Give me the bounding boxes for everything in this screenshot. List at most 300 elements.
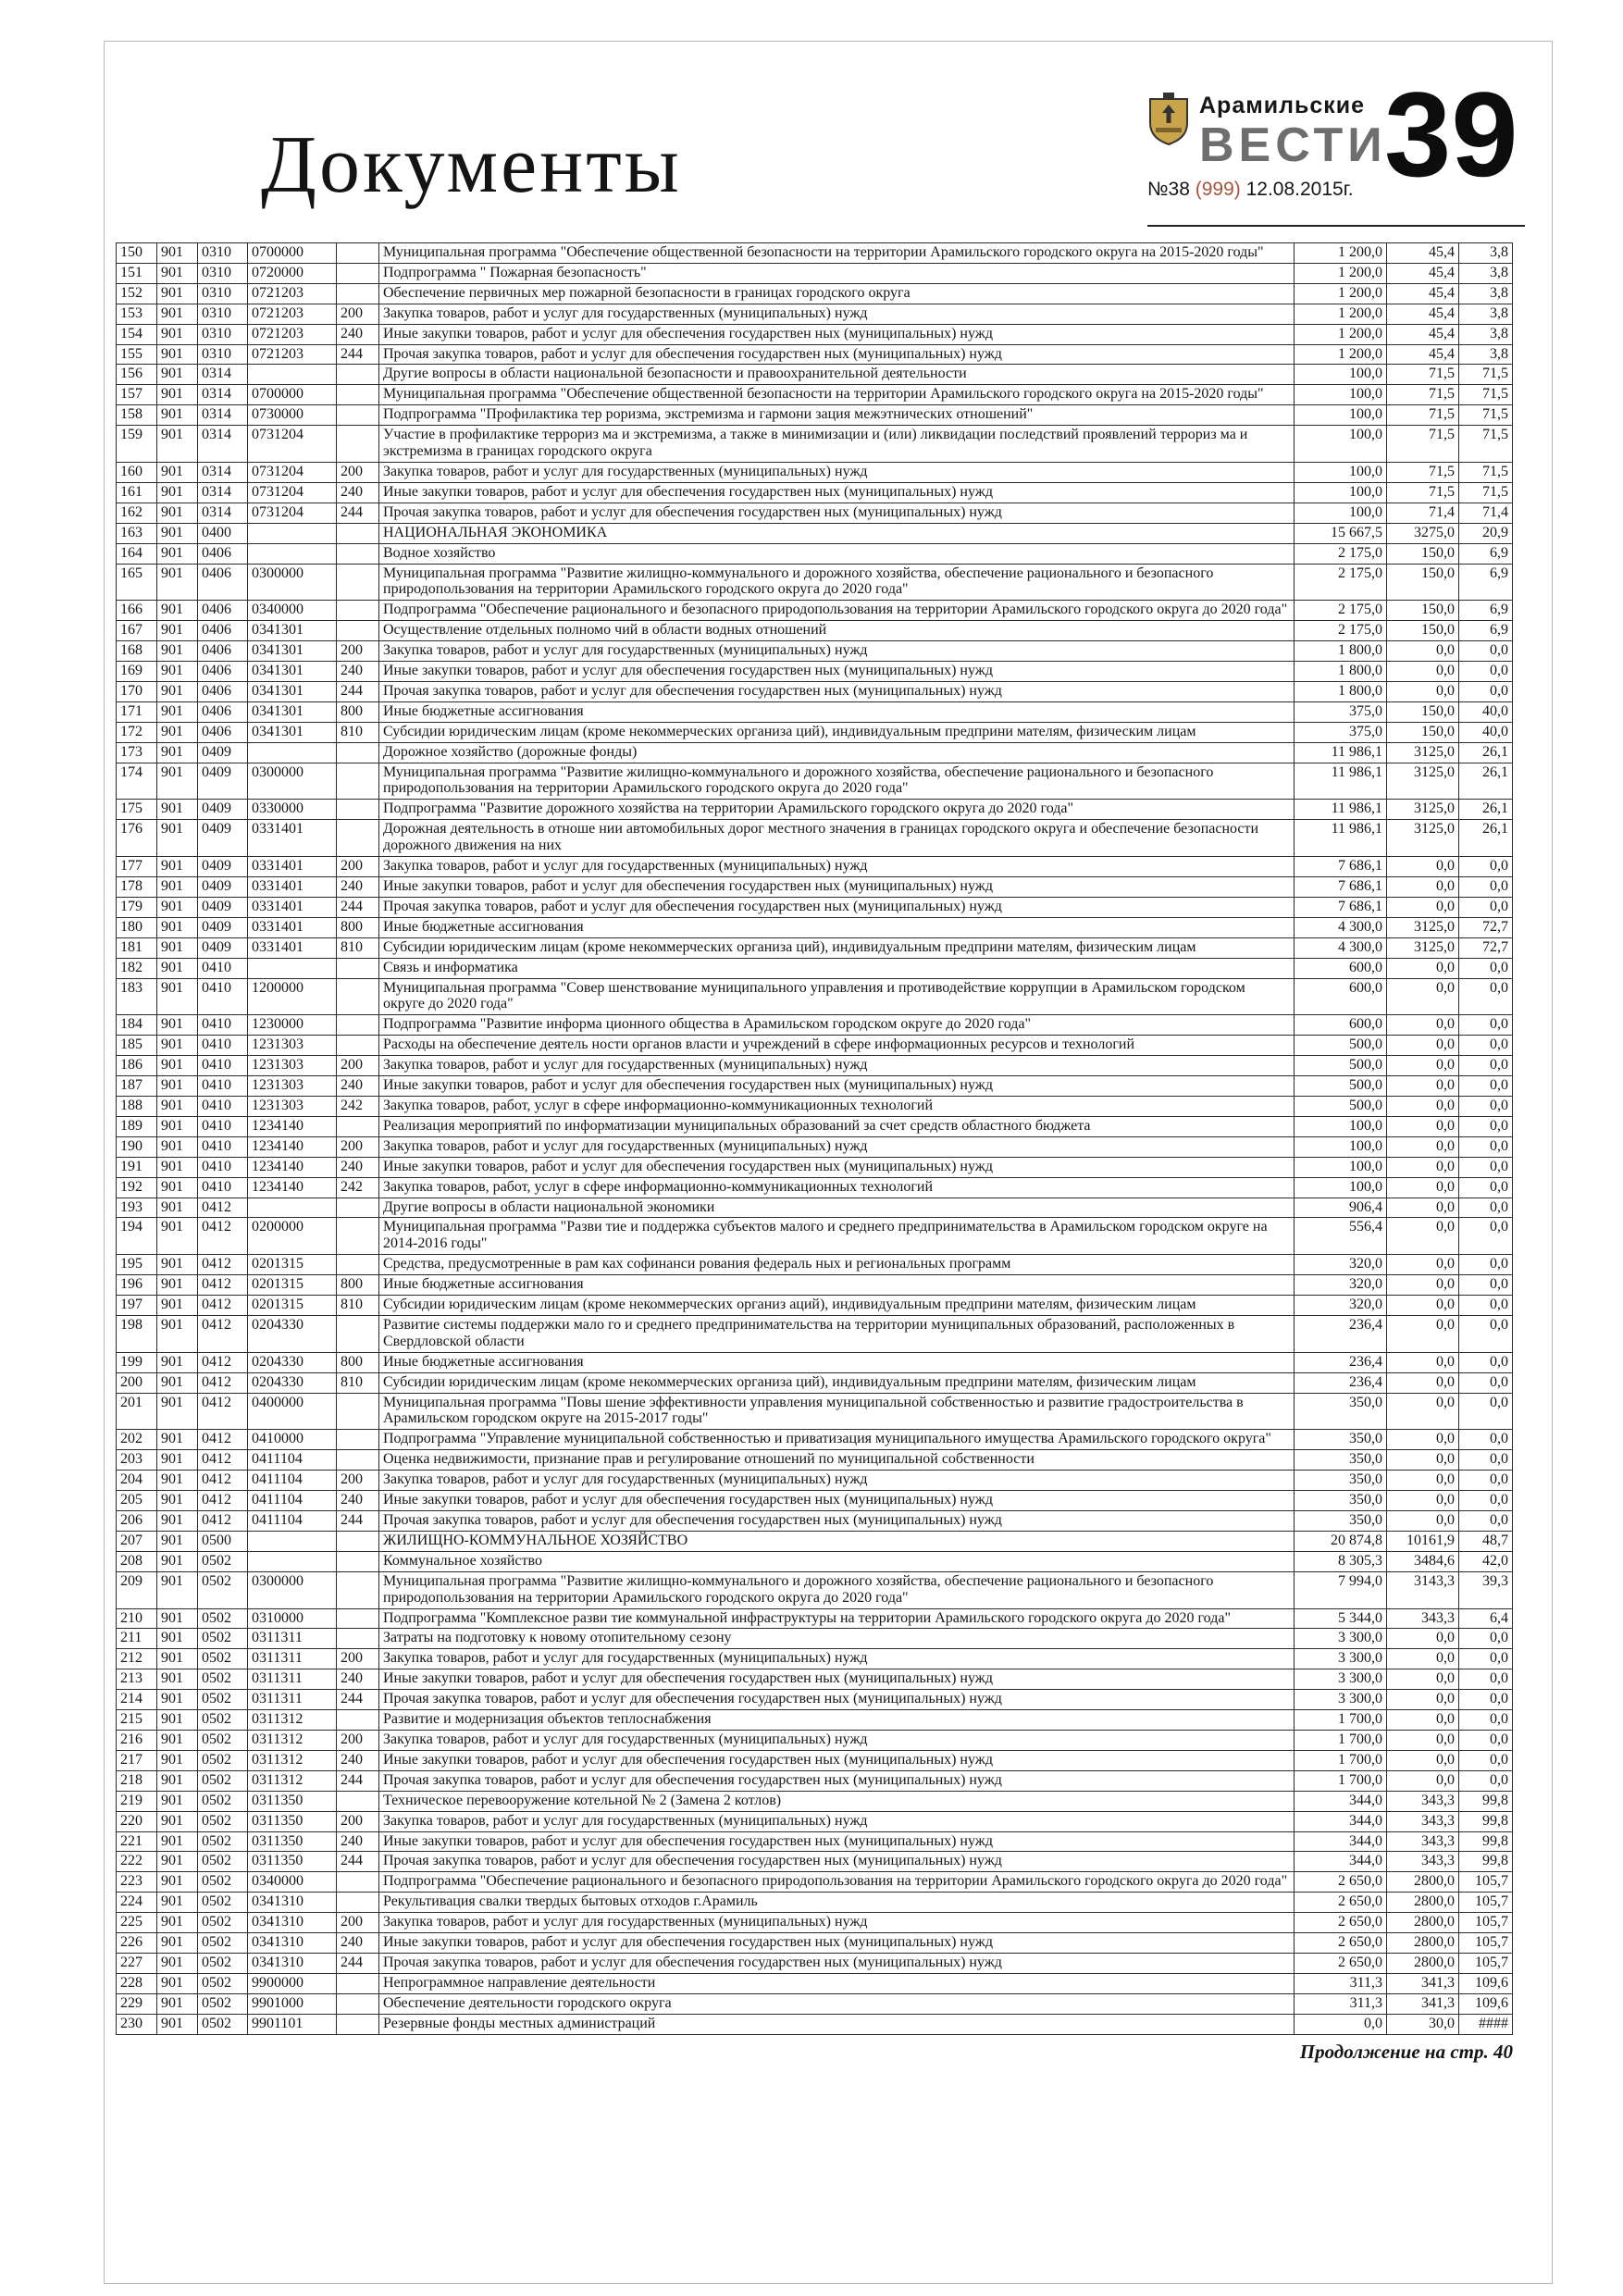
amount-approved: 311,3 (1295, 1993, 1387, 2014)
code-section: 0406 (198, 681, 248, 701)
percent-executed: 0,0 (1459, 1015, 1513, 1036)
amount-approved: 100,0 (1295, 503, 1387, 523)
amount-executed: 341,3 (1387, 1993, 1459, 2014)
row-number: 163 (117, 523, 157, 543)
code-expense-type: 200 (337, 1913, 379, 1933)
row-description: Закупка товаров, работ и услуг для государственных (муниципальных) нужд (379, 1811, 1295, 1831)
table-row (117, 1551, 1513, 1571)
code-expense-type: 240 (337, 1076, 379, 1097)
table-row (117, 1393, 1513, 1430)
row-description: Закупка товаров, работ и услуг для государственных (муниципальных) нужд (379, 1730, 1295, 1750)
table-row (117, 462, 1513, 482)
code-target-article: 1231303 (248, 1056, 337, 1076)
code-grbs: 901 (157, 1296, 198, 1316)
code-section: 0410 (198, 1096, 248, 1116)
code-target-article: 0730000 (248, 405, 337, 426)
row-description: Муниципальная программа "Развитие жилищно-коммунального и дорожного хозяйства, обеспечение рационального и безопасного природопользования на территории Арамильского городского округа до 2020 года" (379, 1571, 1295, 1608)
row-number: 211 (117, 1629, 157, 1649)
code-expense-type (337, 263, 379, 283)
code-expense-type: 200 (337, 857, 379, 877)
percent-executed: 105,7 (1459, 1933, 1513, 1954)
code-expense-type (337, 1872, 379, 1893)
code-expense-type (337, 1393, 379, 1430)
row-description: НАЦИОНАЛЬНАЯ ЭКОНОМИКА (379, 523, 1295, 543)
code-grbs: 901 (157, 1852, 198, 1872)
code-target-article: 1234140 (248, 1116, 337, 1136)
code-target-article: 0201315 (248, 1275, 337, 1296)
amount-executed: 343,3 (1387, 1831, 1459, 1852)
row-number: 191 (117, 1157, 157, 1177)
percent-executed: 0,0 (1459, 857, 1513, 877)
code-target-article: 0311350 (248, 1791, 337, 1811)
code-grbs: 901 (157, 1218, 198, 1255)
table-row (117, 722, 1513, 742)
amount-approved: 1 700,0 (1295, 1710, 1387, 1731)
code-section: 0406 (198, 701, 248, 722)
row-description: Прочая закупка товаров, работ и услуг для обеспечения государствен ных (муниципальных) нужд (379, 1852, 1295, 1872)
row-description: Закупка товаров, работ, услуг в сфере информационно-коммуникационных технологий (379, 1096, 1295, 1116)
code-grbs: 901 (157, 1315, 198, 1352)
code-target-article: 0201315 (248, 1255, 337, 1275)
amount-approved: 344,0 (1295, 1811, 1387, 1831)
code-grbs: 901 (157, 1015, 198, 1036)
code-section: 0502 (198, 1811, 248, 1831)
percent-executed: 0,0 (1459, 978, 1513, 1015)
amount-approved: 100,0 (1295, 462, 1387, 482)
code-section: 0412 (198, 1198, 248, 1218)
code-expense-type: 200 (337, 304, 379, 324)
row-description: Прочая закупка товаров, работ и услуг для обеспечения государствен ных (муниципальных) нужд (379, 1770, 1295, 1791)
table-row (117, 564, 1513, 601)
row-description: Иные бюджетные ассигнования (379, 917, 1295, 937)
table-row (117, 405, 1513, 426)
amount-executed: 45,4 (1387, 344, 1459, 365)
amount-executed: 0,0 (1387, 1198, 1459, 1218)
code-expense-type (337, 365, 379, 385)
percent-executed: 6,4 (1459, 1608, 1513, 1629)
row-description: Подпрограмма "Развитие информа ционного общества в Арамильском городском округе до 2020 года" (379, 1015, 1295, 1036)
amount-approved: 344,0 (1295, 1791, 1387, 1811)
row-description: Иные закупки товаров, работ и услуг для обеспечения государствен ных (муниципальных) нужд (379, 324, 1295, 344)
amount-approved: 350,0 (1295, 1471, 1387, 1491)
amount-approved: 236,4 (1295, 1372, 1387, 1393)
row-number: 175 (117, 800, 157, 820)
amount-executed: 71,5 (1387, 385, 1459, 405)
code-grbs: 901 (157, 641, 198, 662)
amount-executed: 0,0 (1387, 1157, 1459, 1177)
row-description: Прочая закупка товаров, работ и услуг для обеспечения государствен ных (муниципальных) нужд (379, 897, 1295, 917)
code-target-article: 0331401 (248, 937, 337, 958)
code-section: 0314 (198, 385, 248, 405)
amount-approved: 556,4 (1295, 1218, 1387, 1255)
code-grbs: 901 (157, 1750, 198, 1770)
code-target-article (248, 523, 337, 543)
amount-executed: 343,3 (1387, 1811, 1459, 1831)
row-description: Рекультивация свалки твердых бытовых отходов г.Арамиль (379, 1893, 1295, 1913)
amount-approved: 7 686,1 (1295, 897, 1387, 917)
code-grbs: 901 (157, 1511, 198, 1532)
code-grbs: 901 (157, 243, 198, 264)
code-expense-type: 800 (337, 1352, 379, 1372)
row-description: Техническое перевооружение котельной № 2 (Замена 2 котлов) (379, 1791, 1295, 1811)
row-description: Прочая закупка товаров, работ и услуг для обеспечения государствен ных (муниципальных) нужд (379, 344, 1295, 365)
row-number: 210 (117, 1608, 157, 1629)
issue-info (1147, 179, 1388, 201)
code-grbs: 901 (157, 426, 198, 463)
code-expense-type (337, 1710, 379, 1731)
row-description: Иные закупки товаров, работ и услуг для обеспечения государствен ных (муниципальных) нужд (379, 1669, 1295, 1690)
table-row (117, 662, 1513, 682)
amount-executed: 341,3 (1387, 1973, 1459, 1993)
amount-executed: 0,0 (1387, 1255, 1459, 1275)
code-section: 0502 (198, 1913, 248, 1933)
table-row (117, 1372, 1513, 1393)
amount-approved: 1 700,0 (1295, 1770, 1387, 1791)
code-target-article: 0341301 (248, 681, 337, 701)
amount-executed: 0,0 (1387, 1116, 1459, 1136)
row-number: 219 (117, 1791, 157, 1811)
code-grbs: 901 (157, 1993, 198, 2014)
percent-executed: 0,0 (1459, 1511, 1513, 1532)
code-section: 0310 (198, 324, 248, 344)
table-row (117, 1872, 1513, 1893)
row-description: Субсидии юридическим лицам (кроме некоммерческих организа ций), индивидуальным предприни мателям, физическим лицам (379, 937, 1295, 958)
percent-executed: 40,0 (1459, 722, 1513, 742)
row-number: 169 (117, 662, 157, 682)
code-section: 0406 (198, 601, 248, 621)
row-description: Субсидии юридическим лицам (кроме некоммерческих организ аций), индивидуальным предприни мателям, физическим лицам (379, 1296, 1295, 1316)
code-section: 0310 (198, 283, 248, 304)
code-expense-type (337, 800, 379, 820)
code-expense-type (337, 763, 379, 800)
percent-executed: 0,0 (1459, 1296, 1513, 1316)
table-row (117, 2014, 1513, 2034)
amount-approved: 1 200,0 (1295, 304, 1387, 324)
amount-executed: 71,4 (1387, 503, 1459, 523)
code-section: 0314 (198, 426, 248, 463)
percent-executed: 72,7 (1459, 937, 1513, 958)
row-number: 209 (117, 1571, 157, 1608)
code-grbs: 901 (157, 365, 198, 385)
code-grbs: 901 (157, 385, 198, 405)
amount-approved: 7 686,1 (1295, 877, 1387, 898)
table-row (117, 1056, 1513, 1076)
row-number: 216 (117, 1730, 157, 1750)
code-target-article: 1231303 (248, 1096, 337, 1116)
percent-executed: 3,8 (1459, 283, 1513, 304)
code-target-article: 1231303 (248, 1076, 337, 1097)
percent-executed: 0,0 (1459, 1116, 1513, 1136)
code-expense-type (337, 1450, 379, 1471)
code-target-article: 0341301 (248, 722, 337, 742)
code-grbs: 901 (157, 1036, 198, 1056)
code-target-article: 0331401 (248, 857, 337, 877)
code-target-article: 0311350 (248, 1852, 337, 1872)
code-expense-type (337, 1993, 379, 2014)
amount-executed: 0,0 (1387, 1629, 1459, 1649)
code-expense-type (337, 742, 379, 763)
row-number: 197 (117, 1296, 157, 1316)
row-description: Обеспечение деятельности городского округа (379, 1993, 1295, 2014)
percent-executed: 0,0 (1459, 1750, 1513, 1770)
percent-executed: 26,1 (1459, 800, 1513, 820)
code-grbs: 901 (157, 1608, 198, 1629)
amount-approved: 100,0 (1295, 1177, 1387, 1198)
code-grbs: 901 (157, 1973, 198, 1993)
table-row (117, 1157, 1513, 1177)
percent-executed: 6,9 (1459, 601, 1513, 621)
code-section: 0502 (198, 1852, 248, 1872)
code-expense-type (337, 1198, 379, 1218)
table-row (117, 324, 1513, 344)
percent-executed: 109,6 (1459, 1973, 1513, 1993)
percent-executed: 71,5 (1459, 365, 1513, 385)
code-expense-type: 240 (337, 482, 379, 503)
amount-approved: 100,0 (1295, 1136, 1387, 1157)
row-number: 152 (117, 283, 157, 304)
amount-executed: 0,0 (1387, 1296, 1459, 1316)
row-description: Закупка товаров, работ и услуг для государственных (муниципальных) нужд (379, 857, 1295, 877)
percent-executed: 0,0 (1459, 1450, 1513, 1471)
page-number: 39 (1384, 67, 1518, 202)
amount-executed: 0,0 (1387, 681, 1459, 701)
amount-approved: 320,0 (1295, 1275, 1387, 1296)
code-expense-type: 240 (337, 662, 379, 682)
percent-executed: 3,8 (1459, 243, 1513, 264)
code-target-article: 0311311 (248, 1690, 337, 1710)
table-row (117, 1315, 1513, 1352)
newspaper-brand (1147, 93, 1388, 201)
code-section: 0412 (198, 1255, 248, 1275)
code-section: 0412 (198, 1511, 248, 1532)
percent-executed: 39,3 (1459, 1571, 1513, 1608)
amount-approved: 3 300,0 (1295, 1669, 1387, 1690)
code-section: 0410 (198, 1036, 248, 1056)
code-target-article: 0721203 (248, 304, 337, 324)
percent-executed: 0,0 (1459, 877, 1513, 898)
code-expense-type: 244 (337, 1690, 379, 1710)
code-section: 0409 (198, 820, 248, 857)
percent-executed: 0,0 (1459, 1629, 1513, 1649)
row-description: Муниципальная программа "Обеспечение общественной безопасности на территории Арамильского городского округа на 2015-2020 годы" (379, 243, 1295, 264)
percent-executed: 0,0 (1459, 1690, 1513, 1710)
amount-executed: 343,3 (1387, 1852, 1459, 1872)
row-description: Дорожное хозяйство (дорожные фонды) (379, 742, 1295, 763)
code-section: 0410 (198, 1076, 248, 1097)
code-section: 0409 (198, 937, 248, 958)
row-description: Иные закупки товаров, работ и услуг для обеспечения государствен ных (муниципальных) нужд (379, 482, 1295, 503)
code-target-article: 1234140 (248, 1177, 337, 1198)
row-number: 214 (117, 1690, 157, 1710)
row-number: 212 (117, 1649, 157, 1669)
percent-executed: 26,1 (1459, 763, 1513, 800)
percent-executed: 71,5 (1459, 405, 1513, 426)
amount-approved: 2 650,0 (1295, 1872, 1387, 1893)
row-description: Муниципальная программа "Совер шенствование муниципального управления и противодействие коррупции в Арамильском городском округе до 2020 года" (379, 978, 1295, 1015)
amount-approved: 100,0 (1295, 1157, 1387, 1177)
row-description: Подпрограмма " Пожарная безопасность" (379, 263, 1295, 283)
row-number: 185 (117, 1036, 157, 1056)
code-target-article: 0204330 (248, 1372, 337, 1393)
percent-executed: 0,0 (1459, 1096, 1513, 1116)
amount-approved: 5 344,0 (1295, 1608, 1387, 1629)
amount-executed: 2800,0 (1387, 1933, 1459, 1954)
code-target-article: 0731204 (248, 482, 337, 503)
row-number: 159 (117, 426, 157, 463)
amount-executed: 0,0 (1387, 1750, 1459, 1770)
code-section: 0409 (198, 877, 248, 898)
amount-executed: 0,0 (1387, 857, 1459, 877)
code-grbs: 901 (157, 701, 198, 722)
amount-executed: 0,0 (1387, 958, 1459, 978)
amount-executed: 2800,0 (1387, 1953, 1459, 1973)
table-row (117, 1177, 1513, 1198)
amount-approved: 1 800,0 (1295, 641, 1387, 662)
code-grbs: 901 (157, 763, 198, 800)
code-section: 0409 (198, 742, 248, 763)
amount-approved: 1 700,0 (1295, 1730, 1387, 1750)
code-expense-type (337, 405, 379, 426)
table-row (117, 800, 1513, 820)
table-row (117, 958, 1513, 978)
code-target-article: 0340000 (248, 1872, 337, 1893)
percent-executed: 26,1 (1459, 820, 1513, 857)
amount-approved: 500,0 (1295, 1036, 1387, 1056)
code-expense-type: 240 (337, 1669, 379, 1690)
code-grbs: 901 (157, 1531, 198, 1551)
table-row (117, 283, 1513, 304)
code-target-article: 0721203 (248, 344, 337, 365)
code-target-article: 0310000 (248, 1608, 337, 1629)
code-grbs: 901 (157, 405, 198, 426)
budget-table (116, 242, 1513, 2035)
amount-approved: 11 986,1 (1295, 763, 1387, 800)
code-grbs: 901 (157, 462, 198, 482)
code-grbs: 901 (157, 1571, 198, 1608)
table-row (117, 1608, 1513, 1629)
amount-executed: 3484,6 (1387, 1551, 1459, 1571)
table-row (117, 503, 1513, 523)
code-expense-type: 200 (337, 1136, 379, 1157)
amount-approved: 500,0 (1295, 1096, 1387, 1116)
percent-executed: 3,8 (1459, 263, 1513, 283)
row-description: Подпрограмма "Управление муниципальной собственностью и приватизация муниципального имущества Арамильского городского округа" (379, 1430, 1295, 1450)
percent-executed: 0,0 (1459, 1136, 1513, 1157)
row-number: 203 (117, 1450, 157, 1471)
table-row (117, 763, 1513, 800)
amount-executed: 150,0 (1387, 564, 1459, 601)
code-grbs: 901 (157, 1198, 198, 1218)
code-expense-type (337, 621, 379, 641)
issue-date: 12.08.2015г. (1245, 179, 1354, 200)
code-grbs: 901 (157, 621, 198, 641)
code-grbs: 901 (157, 681, 198, 701)
amount-executed: 3125,0 (1387, 937, 1459, 958)
row-description: Муниципальная программа "Разви тие и поддержка субъектов малого и среднего предпринимательства в Арамильском городском округе на 2014-2016 годы" (379, 1218, 1295, 1255)
row-number: 192 (117, 1177, 157, 1198)
code-grbs: 901 (157, 820, 198, 857)
table-row (117, 1430, 1513, 1450)
code-expense-type: 800 (337, 917, 379, 937)
table-row (117, 1076, 1513, 1097)
table-row (117, 742, 1513, 763)
code-section: 0502 (198, 1831, 248, 1852)
code-expense-type: 240 (337, 324, 379, 344)
code-section: 0412 (198, 1352, 248, 1372)
amount-executed: 0,0 (1387, 1096, 1459, 1116)
code-grbs: 901 (157, 523, 198, 543)
table-row (117, 1218, 1513, 1255)
percent-executed: 0,0 (1459, 958, 1513, 978)
amount-approved: 350,0 (1295, 1393, 1387, 1430)
code-grbs: 901 (157, 917, 198, 937)
code-expense-type: 240 (337, 1157, 379, 1177)
amount-approved: 375,0 (1295, 722, 1387, 742)
code-expense-type: 240 (337, 1933, 379, 1954)
code-grbs: 901 (157, 1913, 198, 1933)
table-row (117, 1953, 1513, 1973)
table-row (117, 937, 1513, 958)
percent-executed: 71,5 (1459, 385, 1513, 405)
amount-executed: 71,5 (1387, 426, 1459, 463)
code-expense-type: 200 (337, 1730, 379, 1750)
amount-approved: 2 175,0 (1295, 564, 1387, 601)
row-number: 221 (117, 1831, 157, 1852)
amount-approved: 320,0 (1295, 1296, 1387, 1316)
row-number: 170 (117, 681, 157, 701)
amount-executed: 0,0 (1387, 877, 1459, 898)
table-row (117, 1690, 1513, 1710)
code-expense-type (337, 820, 379, 857)
code-grbs: 901 (157, 1430, 198, 1450)
code-section: 0502 (198, 1953, 248, 1973)
row-number: 226 (117, 1933, 157, 1954)
row-description: Муниципальная программа "Развитие жилищно-коммунального и дорожного хозяйства, обеспечение рационального и безопасного природопользования на территории Арамильского городского округа до 2020 года" (379, 564, 1295, 601)
amount-executed: 0,0 (1387, 1076, 1459, 1097)
code-expense-type: 200 (337, 1649, 379, 1669)
table-row (117, 344, 1513, 365)
code-target-article: 0200000 (248, 1218, 337, 1255)
code-target-article: 0300000 (248, 763, 337, 800)
code-target-article (248, 1531, 337, 1551)
table-row (117, 877, 1513, 898)
table-row (117, 1255, 1513, 1275)
code-grbs: 901 (157, 344, 198, 365)
row-description: Оценка недвижимости, признание прав и регулирование отношений по муниципальной собственности (379, 1450, 1295, 1471)
code-target-article: 0700000 (248, 385, 337, 405)
amount-approved: 15 667,5 (1295, 523, 1387, 543)
amount-approved: 1 200,0 (1295, 243, 1387, 264)
code-target-article: 0411104 (248, 1491, 337, 1511)
table-row (117, 820, 1513, 857)
code-target-article: 0311350 (248, 1811, 337, 1831)
table-row (117, 1352, 1513, 1372)
row-number: 153 (117, 304, 157, 324)
row-description: Затраты на подготовку к новому отопительному сезону (379, 1629, 1295, 1649)
code-target-article: 0731204 (248, 426, 337, 463)
code-target-article: 0311311 (248, 1669, 337, 1690)
row-description: Развитие и модернизация объектов теплоснабжения (379, 1710, 1295, 1731)
amount-approved: 1 800,0 (1295, 681, 1387, 701)
amount-approved: 11 986,1 (1295, 800, 1387, 820)
amount-approved: 2 650,0 (1295, 1933, 1387, 1954)
percent-executed: 0,0 (1459, 1372, 1513, 1393)
amount-executed: 2800,0 (1387, 1893, 1459, 1913)
code-grbs: 901 (157, 1933, 198, 1954)
amount-executed: 0,0 (1387, 1690, 1459, 1710)
code-section: 0412 (198, 1275, 248, 1296)
code-expense-type (337, 1571, 379, 1608)
